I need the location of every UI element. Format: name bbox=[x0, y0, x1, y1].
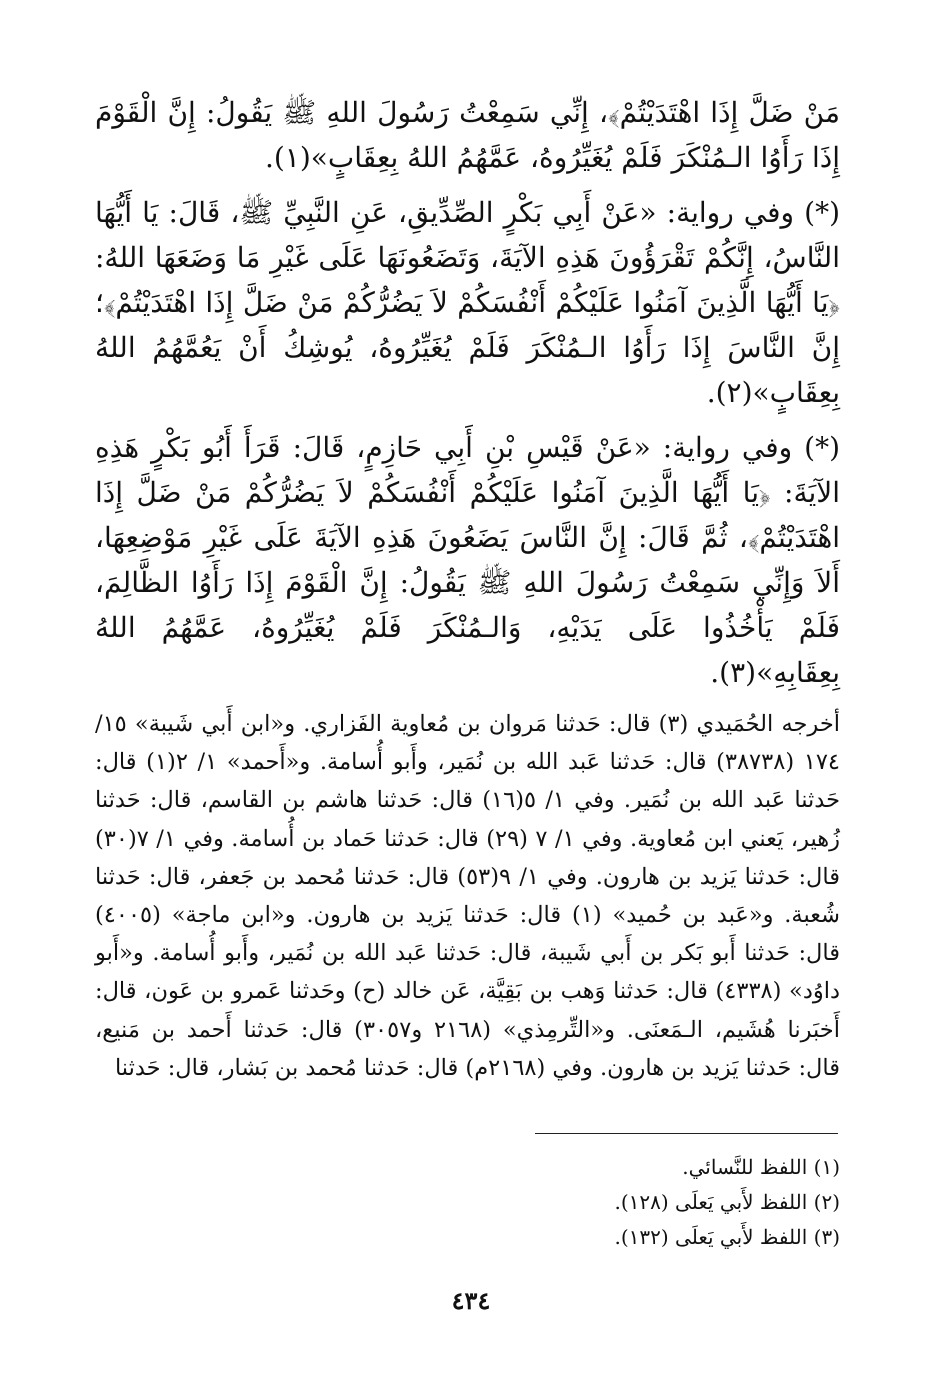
footnotes bbox=[95, 1150, 840, 1255]
main-text bbox=[95, 90, 840, 1087]
footnote-separator bbox=[535, 1133, 838, 1134]
hadith-paragraph: (*) وفي رواية: «عَنْ قَيْسِ بْنِ أَبِي حَازِمٍ، قَالَ: قَرَأَ أَبُو بَكْرٍ هَذِهِ الآيَةَ: ﴿يَا أَيُّهَا الَّذِينَ آمَنُوا عَلَيْكُمْ أَنْفُسَكُمْ لاَ يَضُرُّكُمْ مَنْ ضَلَّ إِذَا اهْتَدَيْتُمْ﴾، ثُمَّ قَالَ: إِنَّ النَّاسَ يَضَعُونَ هَذِهِ الآيَةَ عَلَى غَيْرِ مَوْضِعِهَا، أَلاَ وَإِنِّي سَمِعْتُ رَسُولَ اللهِ ﷺ يَقُولُ: إِنَّ الْقَوْمَ إِذَا رَأَوُا الظَّالِمَ، فَلَمْ يَأْخُذُوا عَلَى يَدَيْهِ، وَالـمُنْكَرَ فَلَمْ يُغَيِّرُوهُ، عَمَّهُمُ اللهُ بِعِقَابِهِ»(٣). bbox=[95, 431, 840, 689]
takhrij-section bbox=[95, 705, 840, 1087]
page-number: ٤٣٤ bbox=[451, 1286, 491, 1315]
footnote: (٢) اللفظ لأَبي يَعلَى (١٢٨). bbox=[614, 1190, 840, 1214]
takhrij-paragraph: أخرجه الحُمَيدي (٣) قال: حَدثنا مَروان بن مُعاوية الفَزاري. و«ابن أَبي شَيبة» ١٥/ ١٧٤ (٣٨٧٣٨) قال: حَدثنا عَبد الله بن نُمَير، وأَبو أُسامة. و«أَحمد» ١/ ٢(١) قال: حَدثنا عَبد الله بن نُمَير. وفي ١/ ٥(١٦) قال: حَدثنا هاشم بن القاسم، قال: حَدثنا زُهير، يَعني ابن مُعاوية. وفي ١/ ٧ (٢٩) قال: حَدثنا حَماد بن أُسامة. وفي ١/ ٧(٣٠) قال: حَدثنا يَزيد بن هارون. وفي ١/ ٩(٥٣) قال: حَدثنا مُحمد بن جَعفر، قال: حَدثنا شُعبة. و«عَبد بن حُميد» (١) قال: حَدثنا يَزيد بن هارون. و«ابن ماجة» (٤٠٠٥) قال: حَدثنا أَبو بَكر بن أَبي شَيبة، قال: حَدثنا عَبد الله بن نُمَير، وأَبو أُسامة. و«أَبو داوُد» (٤٣٣٨) قال: حَدثنا وَهب بن بَقِيَّة، عَن خالد (ح) وحَدثنا عَمرو بن عَون، قال: أَخبَرنا هُشَيم، الـمَعنَى. و«التِّرمِذي» (٢١٦٨ و٣٠٥٧) قال: حَدثنا أَحمد بن مَنيع، قال: حَدثنا يَزيد بن هارون. وفي (٢١٦٨م) قال: حَدثنا مُحمد بن بَشار، قال: حَدثنا bbox=[95, 711, 841, 1081]
hadith-paragraph: (*) وفي رواية: «عَنْ أَبِي بَكْرٍ الصِّدِّيقِ، عَنِ النَّبِيِّ ﷺ، قَالَ: يَا أَيُّهَا النَّاسُ، إِنَّكُمْ تَقْرَؤُونَ هَذِهِ الآيَةَ، وَتَضَعُونَهَا عَلَى غَيْرِ مَا وَضَعَهَا اللهُ: ﴿يَا أَيُّهَا الَّذِينَ آمَنُوا عَلَيْكُمْ أَنْفُسَكُمْ لاَ يَضُرُّكُمْ مَنْ ضَلَّ إِذَا اهْتَدَيْتُمْ﴾؛ إِنَّ النَّاسَ إِذَا رَأَوُا الـمُنْكَرَ فَلَمْ يُغَيِّرُوهُ، يُوشِكُ أَنْ يَعُمَّهُمُ اللهُ بِعِقَابٍ»(٢). bbox=[95, 196, 840, 409]
footnote: (٣) اللفظ لأَبي يَعلَى (١٣٢). bbox=[614, 1225, 840, 1249]
footnote: (١) اللفظ للنَّسائي. bbox=[682, 1155, 840, 1179]
hadith-section bbox=[95, 90, 840, 695]
hadith-paragraph: مَنْ ضَلَّ إِذَا اهْتَدَيْتُمْ﴾، إِنِّي سَمِعْتُ رَسُولَ اللهِ ﷺ يَقُولُ: إِنَّ الْقَوْمَ إِذَا رَأَوُا الـمُنْكَرَ فَلَمْ يُغَيِّرُوهُ، عَمَّهُمُ اللهُ بِعِقَابٍ»(١). bbox=[95, 96, 840, 174]
